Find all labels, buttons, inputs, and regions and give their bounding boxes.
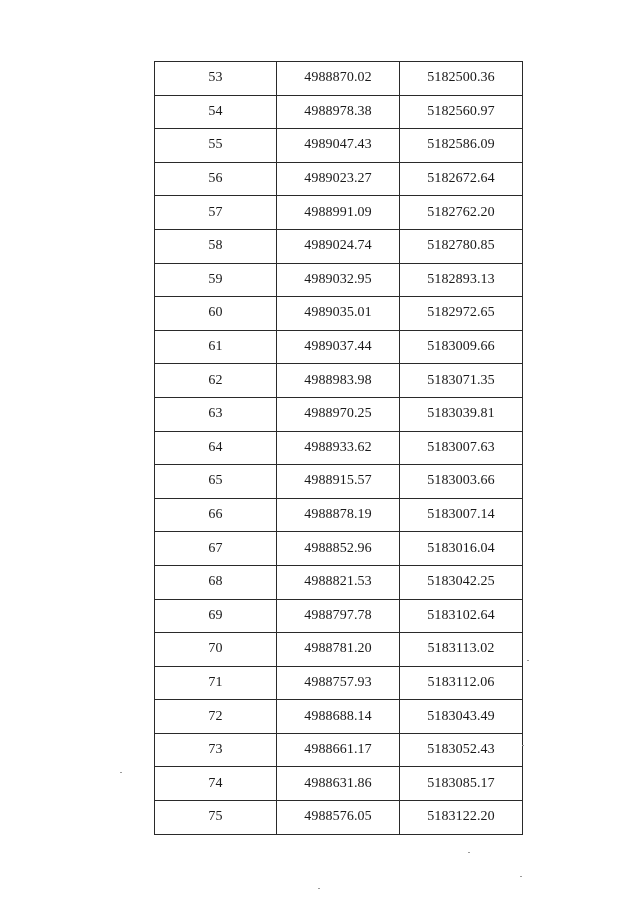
y-coordinate-cell: 5182560.97 xyxy=(400,95,523,129)
point-number-cell: 74 xyxy=(155,767,277,801)
x-coordinate-cell: 4989032.95 xyxy=(277,263,400,297)
point-number-cell: 75 xyxy=(155,801,277,835)
point-number-cell: 63 xyxy=(155,397,277,431)
y-coordinate-cell: 5182500.36 xyxy=(400,62,523,96)
table-row xyxy=(155,801,523,835)
x-coordinate-cell: 4988576.05 xyxy=(277,801,400,835)
x-coordinate-cell: 4988852.96 xyxy=(277,532,400,566)
y-coordinate-cell: 5183113.02 xyxy=(400,633,523,667)
point-number-cell: 62 xyxy=(155,364,277,398)
y-coordinate-cell: 5183085.17 xyxy=(400,767,523,801)
x-coordinate-cell: 4988970.25 xyxy=(277,397,400,431)
x-coordinate-cell: 4988688.14 xyxy=(277,700,400,734)
point-number-cell: 61 xyxy=(155,330,277,364)
point-number-cell: 55 xyxy=(155,129,277,163)
point-number-cell: 53 xyxy=(155,62,277,96)
coordinate-table xyxy=(154,61,523,835)
y-coordinate-cell: 5182780.85 xyxy=(400,229,523,263)
point-number-cell: 69 xyxy=(155,599,277,633)
table-row xyxy=(155,129,523,163)
coordinate-table-body xyxy=(155,62,523,835)
table-row xyxy=(155,465,523,499)
y-coordinate-cell: 5183007.63 xyxy=(400,431,523,465)
point-number-cell: 56 xyxy=(155,162,277,196)
point-number-cell: 67 xyxy=(155,532,277,566)
y-coordinate-cell: 5183112.06 xyxy=(400,666,523,700)
point-number-cell: 72 xyxy=(155,700,277,734)
y-coordinate-cell: 5183122.20 xyxy=(400,801,523,835)
x-coordinate-cell: 4988991.09 xyxy=(277,196,400,230)
scan-speck xyxy=(120,772,122,773)
table-row xyxy=(155,431,523,465)
point-number-cell: 58 xyxy=(155,229,277,263)
table-row xyxy=(155,95,523,129)
y-coordinate-cell: 5183039.81 xyxy=(400,397,523,431)
x-coordinate-cell: 4988661.17 xyxy=(277,733,400,767)
table-row xyxy=(155,532,523,566)
y-coordinate-cell: 5183043.49 xyxy=(400,700,523,734)
scan-speck xyxy=(527,660,529,661)
point-number-cell: 65 xyxy=(155,465,277,499)
point-number-cell: 70 xyxy=(155,633,277,667)
point-number-cell: 73 xyxy=(155,733,277,767)
x-coordinate-cell: 4988797.78 xyxy=(277,599,400,633)
table-row xyxy=(155,229,523,263)
y-coordinate-cell: 5183016.04 xyxy=(400,532,523,566)
table-row xyxy=(155,666,523,700)
x-coordinate-cell: 4988631.86 xyxy=(277,767,400,801)
scan-speck xyxy=(520,876,522,877)
table-row xyxy=(155,633,523,667)
x-coordinate-cell: 4988870.02 xyxy=(277,62,400,96)
x-coordinate-cell: 4989023.27 xyxy=(277,162,400,196)
y-coordinate-cell: 5183102.64 xyxy=(400,599,523,633)
table-row xyxy=(155,364,523,398)
y-coordinate-cell: 5182586.09 xyxy=(400,129,523,163)
y-coordinate-cell: 5182762.20 xyxy=(400,196,523,230)
point-number-cell: 71 xyxy=(155,666,277,700)
x-coordinate-cell: 4988983.98 xyxy=(277,364,400,398)
table-row xyxy=(155,196,523,230)
table-row xyxy=(155,397,523,431)
x-coordinate-cell: 4989037.44 xyxy=(277,330,400,364)
y-coordinate-cell: 5182893.13 xyxy=(400,263,523,297)
x-coordinate-cell: 4989035.01 xyxy=(277,297,400,331)
x-coordinate-cell: 4988757.93 xyxy=(277,666,400,700)
y-coordinate-cell: 5183007.14 xyxy=(400,498,523,532)
table-row xyxy=(155,733,523,767)
x-coordinate-cell: 4988933.62 xyxy=(277,431,400,465)
table-row xyxy=(155,62,523,96)
table-row xyxy=(155,263,523,297)
scan-speck xyxy=(522,745,524,746)
y-coordinate-cell: 5183052.43 xyxy=(400,733,523,767)
table-row xyxy=(155,498,523,532)
y-coordinate-cell: 5182672.64 xyxy=(400,162,523,196)
table-row xyxy=(155,162,523,196)
scan-speck xyxy=(468,852,470,853)
table-row xyxy=(155,700,523,734)
x-coordinate-cell: 4988878.19 xyxy=(277,498,400,532)
table-row xyxy=(155,565,523,599)
scan-speck xyxy=(318,888,320,889)
y-coordinate-cell: 5183009.66 xyxy=(400,330,523,364)
y-coordinate-cell: 5182972.65 xyxy=(400,297,523,331)
y-coordinate-cell: 5183071.35 xyxy=(400,364,523,398)
point-number-cell: 59 xyxy=(155,263,277,297)
x-coordinate-cell: 4989024.74 xyxy=(277,229,400,263)
y-coordinate-cell: 5183003.66 xyxy=(400,465,523,499)
x-coordinate-cell: 4988915.57 xyxy=(277,465,400,499)
point-number-cell: 66 xyxy=(155,498,277,532)
table-row xyxy=(155,599,523,633)
x-coordinate-cell: 4988978.38 xyxy=(277,95,400,129)
x-coordinate-cell: 4989047.43 xyxy=(277,129,400,163)
y-coordinate-cell: 5183042.25 xyxy=(400,565,523,599)
point-number-cell: 68 xyxy=(155,565,277,599)
x-coordinate-cell: 4988781.20 xyxy=(277,633,400,667)
point-number-cell: 64 xyxy=(155,431,277,465)
table-row xyxy=(155,767,523,801)
x-coordinate-cell: 4988821.53 xyxy=(277,565,400,599)
point-number-cell: 54 xyxy=(155,95,277,129)
table-row xyxy=(155,330,523,364)
table-row xyxy=(155,297,523,331)
point-number-cell: 57 xyxy=(155,196,277,230)
point-number-cell: 60 xyxy=(155,297,277,331)
